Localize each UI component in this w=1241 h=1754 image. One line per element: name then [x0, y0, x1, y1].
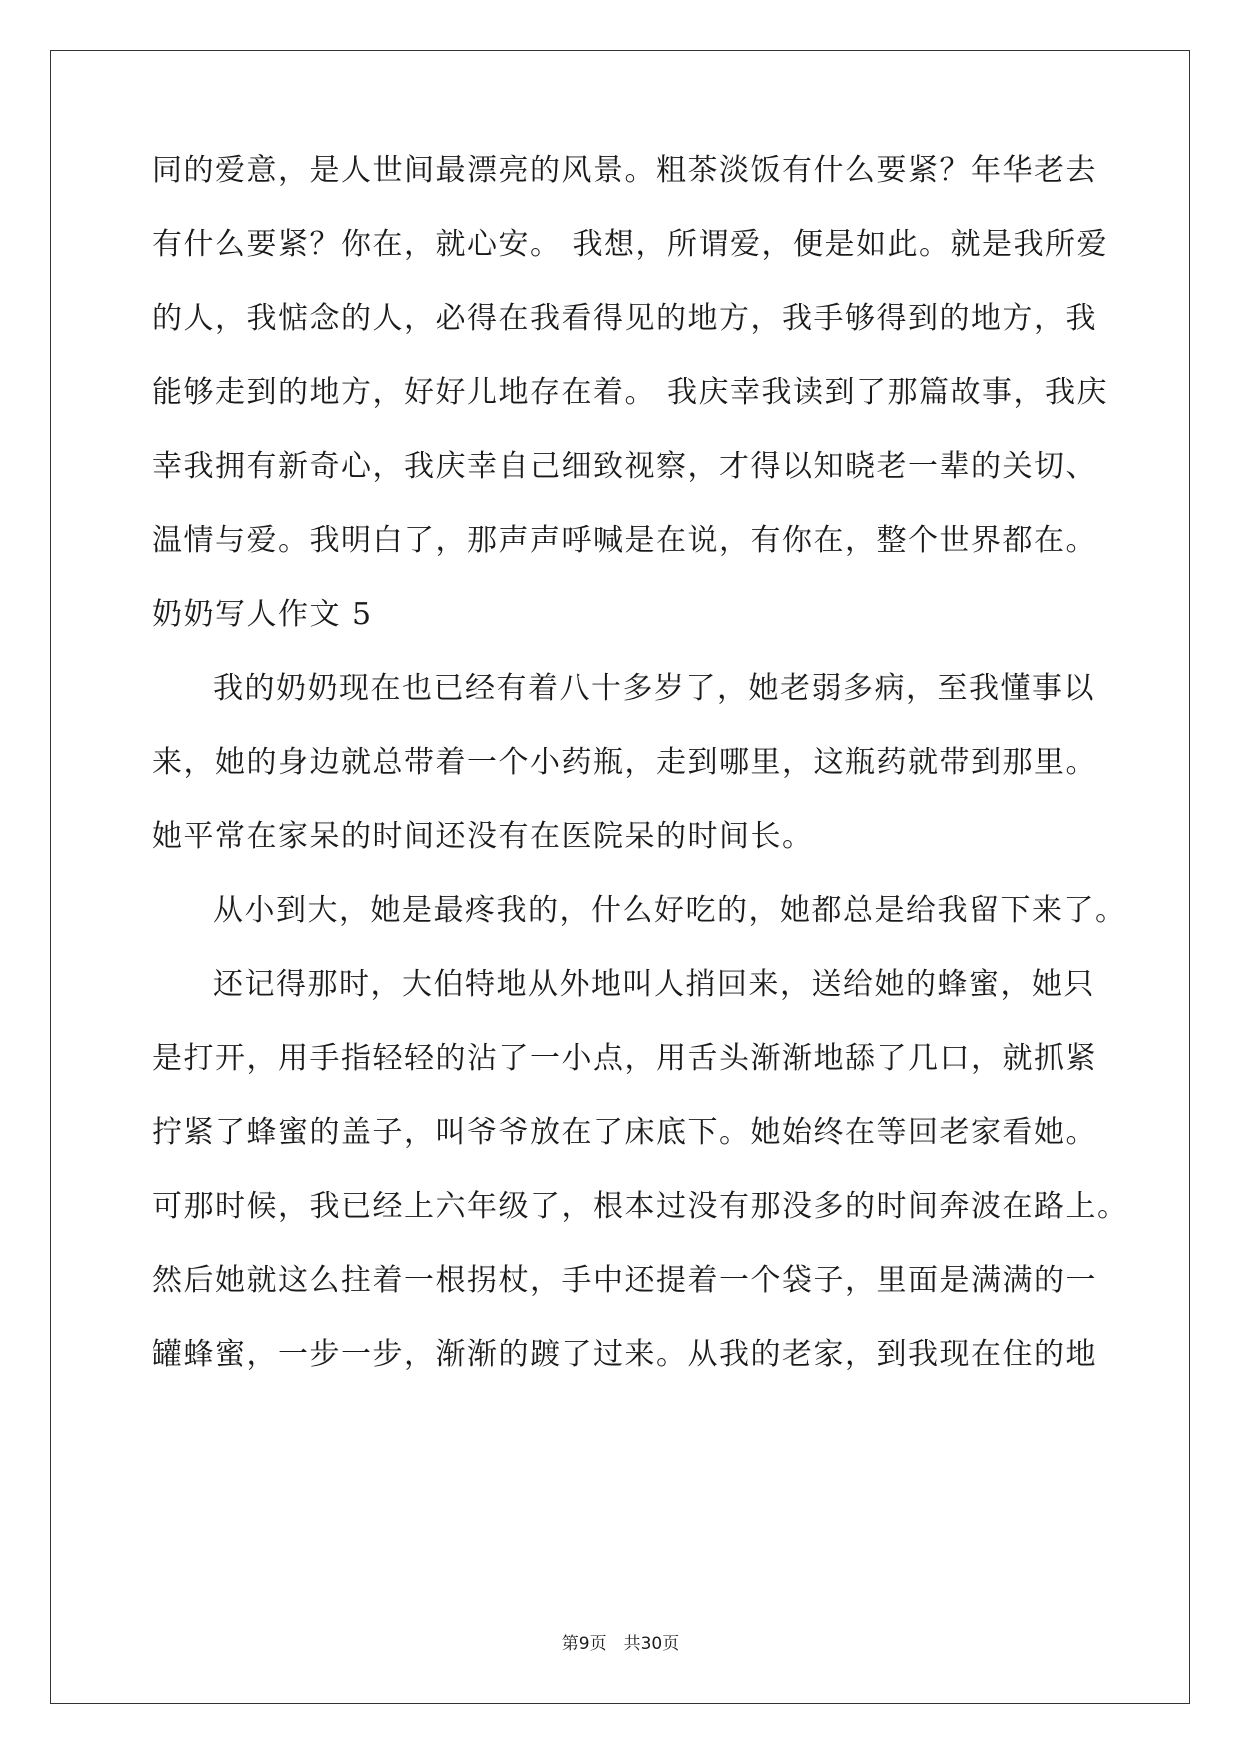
text-line-4: 能够走到的地方，好好儿地存在着。 我庆幸我读到了那篇故事，我庆 — [152, 375, 1109, 410]
text-line-17: 罐蜂蜜，一步一步，渐渐的踱了过来。从我的老家，到我现在住的地 — [152, 1337, 1097, 1372]
footer-suffix: 页 — [662, 1634, 680, 1654]
text-line-5: 幸我拥有新奇心，我庆幸自己细致视察，才得以知晓老一辈的关切、 — [152, 449, 1097, 484]
footer-total-pages: 30 — [640, 1634, 663, 1654]
footer-prefix: 第 — [561, 1634, 579, 1654]
text-line-12: 还记得那时，大伯特地从外地叫人捎回来，送给她的蜂蜜，她只 — [213, 967, 1095, 1002]
section-heading: 奶奶写人作文 5 — [152, 597, 373, 632]
text-line-9: 来，她的身边就总带着一个小药瓶，走到哪里，这瓶药就带到那里。 — [152, 745, 1097, 780]
footer-page-number: 9 — [578, 1634, 590, 1654]
text-line-2: 有什么要紧？你在，就心安。 我想，所谓爱，便是如此。就是我所爱 — [152, 227, 1109, 262]
page-footer — [0, 1634, 1241, 1654]
text-line-15: 可那时候，我已经上六年级了，根本过没有那没多的时间奔波在路上。 — [152, 1189, 1129, 1224]
text-line-14: 拧紧了蜂蜜的盖子，叫爷爷放在了床底下。她始终在等回老家看她。 — [152, 1115, 1097, 1150]
text-line-8: 我的奶奶现在也已经有着八十多岁了，她老弱多病，至我懂事以 — [213, 671, 1095, 706]
page-border — [50, 50, 1190, 1704]
text-line-10: 她平常在家呆的时间还没有在医院呆的时间长。 — [152, 819, 814, 854]
text-line-13: 是打开，用手指轻轻的沾了一小点，用舌头渐渐地舔了几口，就抓紧 — [152, 1041, 1097, 1076]
text-line-1: 同的爱意，是人世间最漂亮的风景。粗茶淡饭有什么要紧？年华老去 — [152, 153, 1097, 188]
text-line-16: 然后她就这么拄着一根拐杖，手中还提着一个袋子，里面是满满的一 — [152, 1263, 1097, 1298]
text-line-3: 的人，我惦念的人，必得在我看得见的地方，我手够得到的地方，我 — [152, 301, 1097, 336]
footer-mid: 页 共 — [589, 1634, 641, 1654]
text-line-11: 从小到大，她是最疼我的，什么好吃的，她都总是给我留下来了。 — [213, 893, 1127, 928]
text-line-6: 温情与爱。我明白了，那声声呼喊是在说，有你在，整个世界都在。 — [152, 523, 1097, 558]
